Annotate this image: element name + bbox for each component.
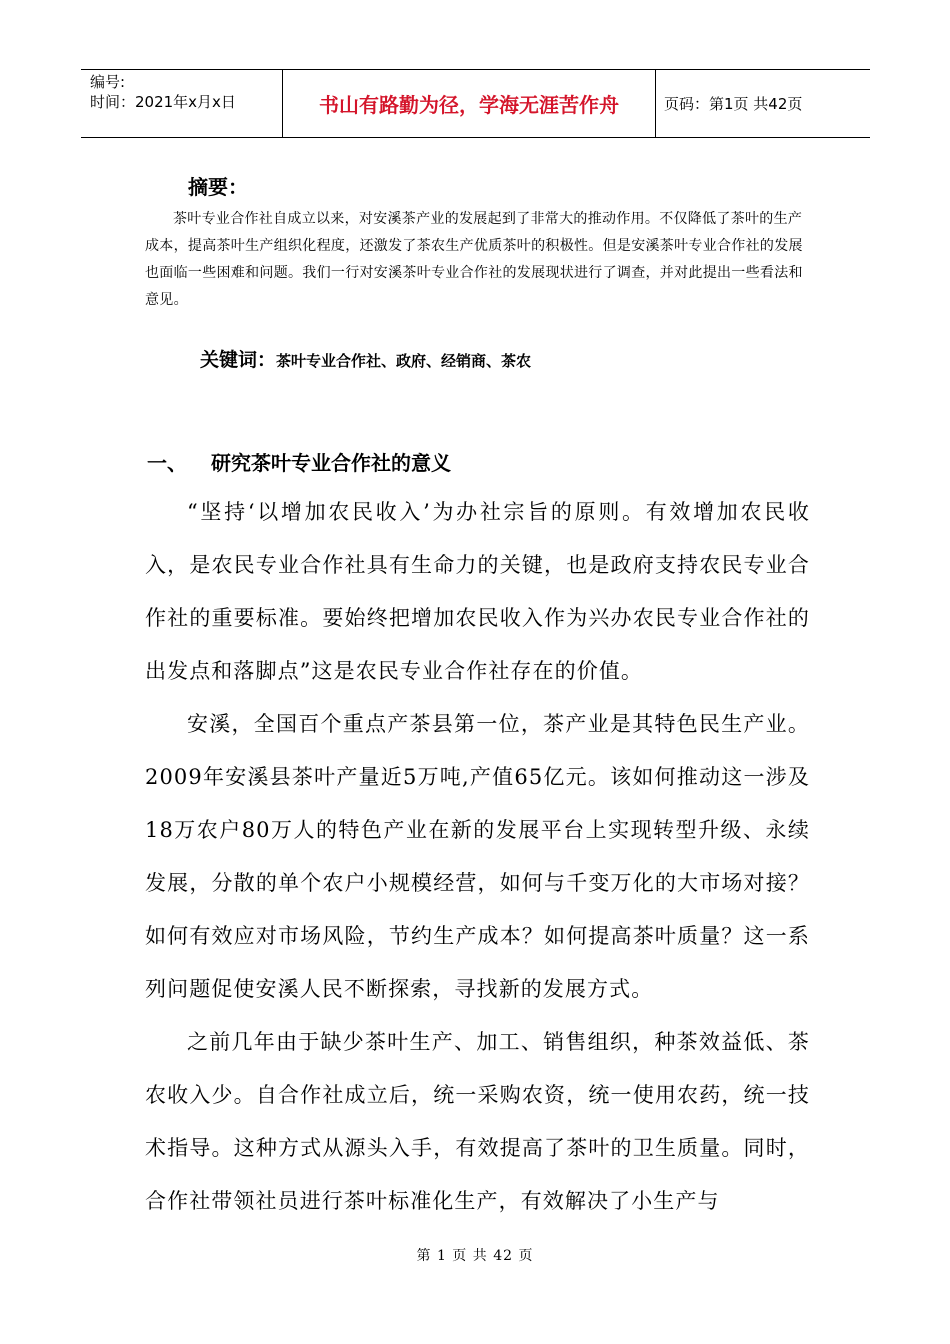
section-number: 一、 (147, 451, 187, 475)
keywords-label: 关键词： (200, 349, 277, 371)
paragraph: “坚持‘以增加农民收入’为办社宗旨的原则。有效增加农民收入，是农民专业合作社具有生命力的关键，也是政府支持农民专业合作社的重要标准。要始终把增加农民收入作为兴办农民专业合作社的出发点和落脚点”这是农民专业合作社存在的价值。 (145, 500, 810, 683)
header-page-info: 页码：第1页 共42页 (664, 95, 803, 113)
section-title: 研究茶叶专业合作社的意义 (211, 451, 451, 475)
body-text (145, 486, 810, 1228)
section-heading (147, 447, 451, 476)
paragraph: 安溪，全国百个重点产茶县第一位，茶产业是其特色民生产业。2009年安溪县茶叶产量近5万吨,产值65亿元。该如何推动这一涉及18万农户80万人的特色产业在新的发展平台上实现转型升级、永续发展，分散的单个农户小规模经营，如何与千变万化的大市场对接？如何有效应对市场风险，节约生产成本？如何提高茶叶质量？这一系列问题促使安溪人民不断探索，寻找新的发展方式。 (145, 712, 810, 1001)
keywords (200, 345, 531, 372)
abstract-text: 茶叶专业合作社自成立以来，对安溪茶产业的发展起到了非常大的推动作用。不仅降低了茶叶的生产成本，提高茶叶生产组织化程度，还激发了茶农生产优质茶叶的积极性。但是安溪茶叶专业合作社的发展也面临一些困难和问题。我们一行对安溪茶叶专业合作社的发展现状进行了调查，并对此提出一些看法和意见。 (145, 211, 803, 308)
header-meta-cell (81, 70, 283, 137)
page-footer: 第 1 页 共 42 页 (416, 1248, 534, 1264)
document-header (81, 69, 870, 138)
number-label: 编号: (90, 73, 126, 91)
keywords-value: 茶叶专业合作社、政府、经销商、茶农 (276, 352, 532, 370)
paragraph: 之前几年由于缺少茶叶生产、加工、销售组织，种茶效益低、茶农收入少。自合作社成立后，统一采购农资，统一使用农药，统一技术指导。这种方式从源头入手，有效提高了茶叶的卫生质量。同时，合作社带领社员进行茶叶标准化生产，有效解决了小生产与 (145, 1030, 810, 1213)
date-label: 时间：2021年x月x日 (90, 93, 236, 111)
abstract-title: 摘要： (188, 175, 248, 199)
header-motto: 书山有路勤为径，学海无涯苦作舟 (283, 70, 656, 137)
